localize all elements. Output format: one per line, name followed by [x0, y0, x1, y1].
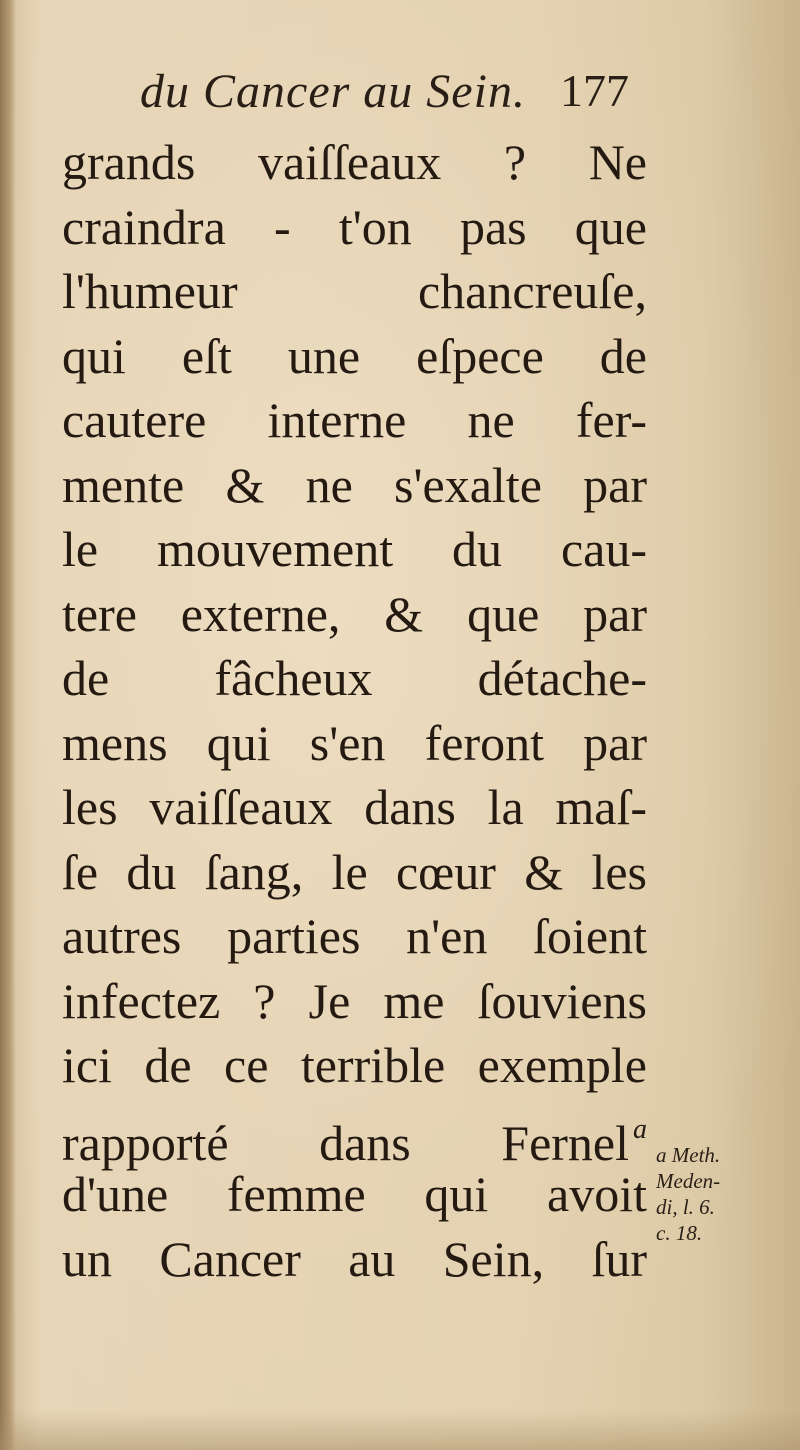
page-binding-shadow	[0, 0, 16, 1450]
text-line: mens qui s'en feront par	[62, 714, 647, 771]
text-line: mente & ne s'exalte par	[62, 456, 647, 513]
page-header	[140, 64, 660, 124]
page-number: 177	[560, 65, 629, 116]
text-line: craindra - t'on pas que	[62, 198, 647, 255]
text-line-with-footnote	[62, 1098, 647, 1171]
text-line: d'une femme qui avoit	[62, 1166, 647, 1222]
margin-note-line: a Meth.	[656, 1143, 721, 1167]
footnote-marker: a	[633, 1113, 647, 1145]
body-text	[62, 130, 647, 1291]
text-line: qui eſt une eſpece de	[62, 327, 647, 384]
margin-note-line: c. 18.	[656, 1221, 703, 1245]
running-title: du Cancer au Sein.	[140, 65, 526, 118]
text-line: infectez ? Je me ſouviens	[62, 972, 647, 1029]
margin-note	[656, 1142, 776, 1246]
text-line: tere externe, & que par	[62, 585, 647, 642]
text-line: le mouvement du cau-	[62, 521, 647, 577]
text-line: les vaiſſeaux dans la maſ-	[62, 779, 647, 835]
text-line: ſe du ſang, le cœur & les	[62, 843, 647, 900]
text-line: ici de ce terrible exemple	[62, 1037, 647, 1093]
text-line-content: rapporté dans Fernel	[62, 1114, 629, 1171]
text-line: l'humeur chancreuſe,	[62, 263, 647, 319]
text-line: autres parties n'en ſoient	[62, 908, 647, 964]
margin-note-line: Meden-	[656, 1169, 721, 1193]
text-line: grands vaiſſeaux ? Ne	[62, 134, 647, 190]
page-bottom-shadow	[0, 1410, 800, 1450]
margin-note-line: di, l. 6.	[656, 1195, 715, 1219]
text-line: cautere interne ne fer-	[62, 392, 647, 448]
text-line: un Cancer au Sein, ſur	[62, 1230, 647, 1287]
text-line: de fâcheux détache-	[62, 650, 647, 706]
